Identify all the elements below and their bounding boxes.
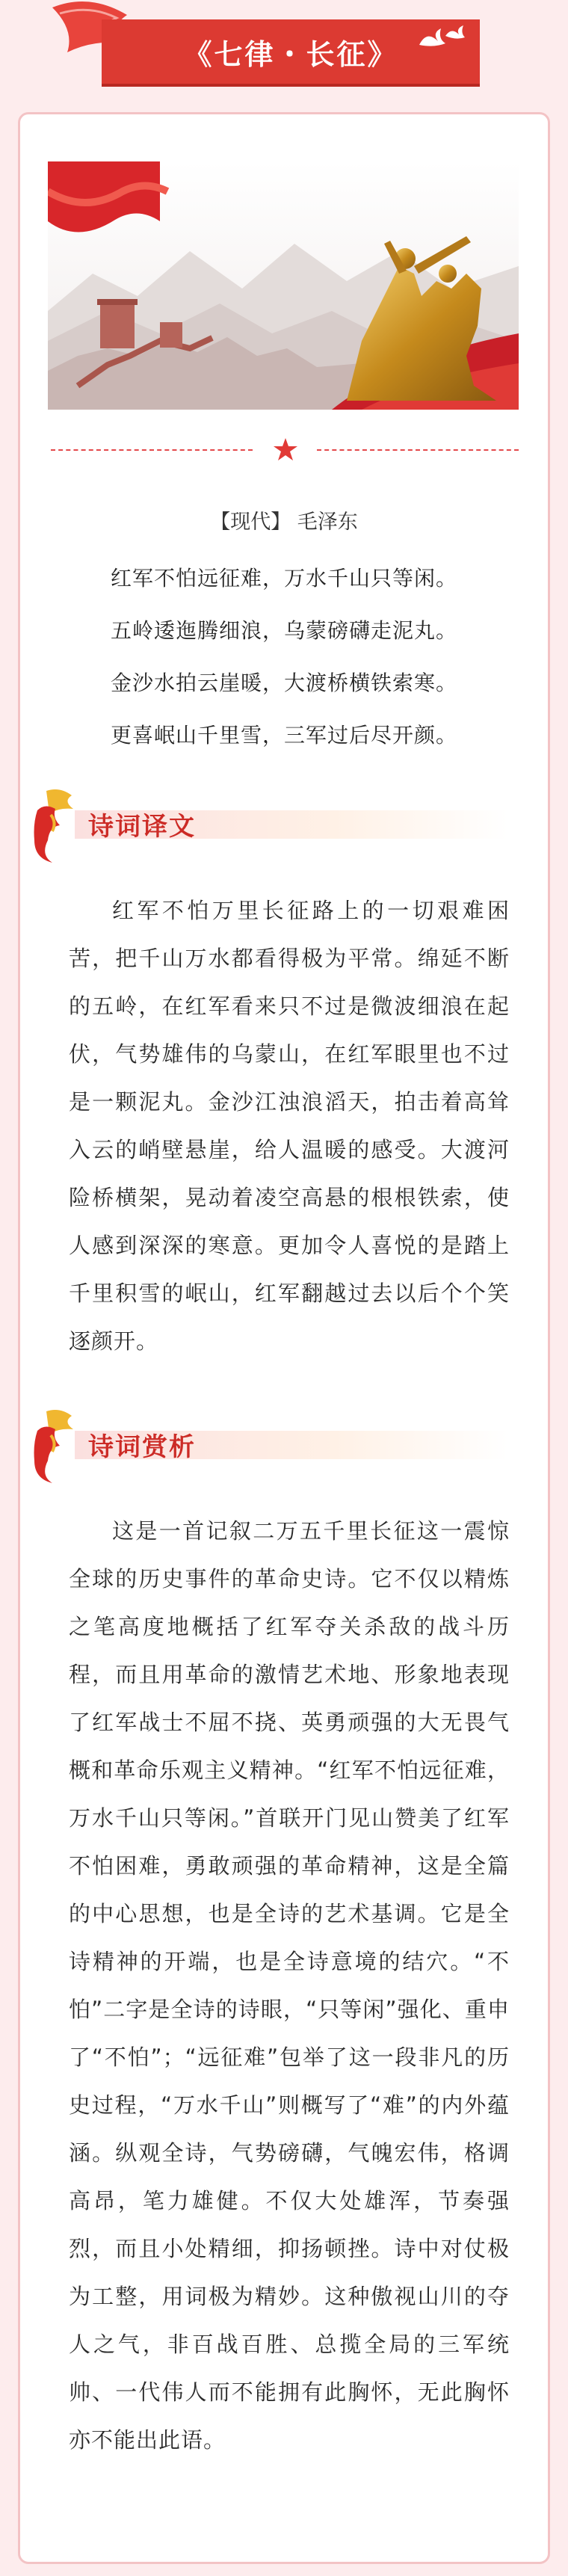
section-title: 诗词赏析: [88, 1432, 196, 1462]
flag-torch-icon: [30, 788, 82, 863]
poem-line: 更喜岷山千里雪，三军过后尽开颜。: [110, 723, 457, 748]
poem-author: 【现代】 毛泽东: [210, 511, 358, 534]
flag-torch-icon: [30, 1408, 82, 1483]
section-heading-analysis: [30, 1408, 516, 1468]
poem-line: 红军不怕远征难，万水千山只等闲。: [110, 566, 457, 591]
poem-line: 金沙水拍云崖暖，大渡桥横铁索寒。: [110, 671, 457, 695]
doves-icon: [416, 22, 468, 60]
poem-line: 五岭逶迤腾细浪，乌蒙磅礴走泥丸。: [110, 618, 457, 643]
star-icon: [273, 437, 298, 462]
hero-illustration: [48, 161, 519, 410]
page-title: 《七律・长征》: [183, 37, 398, 71]
section-title: 诗词译文: [88, 812, 196, 842]
star-divider: [51, 446, 519, 455]
section-heading-translation: [30, 788, 516, 848]
analysis-text: 这是一首记叙二万五千里长征这一震惊全球的历史事件的革命史诗。它不仅以精炼之笔高度地概括了红军夺关杀敌的战斗历程，而且用革命的激情艺术地、形象地表现了红军战士不屈不挠、英勇顽强的大无畏气概和革命乐观主义精神。“红军不怕远征难，万水千山只等闲。”首联开门见山赞美了红军不怕困难，勇敢顽强的革命精神，这是全篇的中心思想，也是全诗的艺术基调。它是全诗精神的开端，也是全诗意境的结穴。“不怕”二字是全诗的诗眼，“只等闲”强化、重申了“不怕”；“远征难”包举了这一段非凡的历史过程，“万水千山”则概写了“难”的内外蕴涵。纵观全诗，气势磅礴，气魄宏伟，格调高昂，笔力雄健。不仅大处雄浑，节奏强烈，而且小处精细，抑扬顿挫。诗中对仗极为工整，用词极为精妙。这种傲视山川的夺人之气，非百战百胜、总揽全局的三军统帅、一代伟人而不能拥有此胸怀，无此胸怀亦不能出此语。: [69, 1518, 510, 2453]
translation-text: 红军不怕万里长征路上的一切艰难困苦，把千山万水都看得极为平常。绵延不断的五岭，在红军看来只不过是微波细浪在起伏，气势雄伟的乌蒙山，在红军眼里也不过是一颗泥丸。金沙江浊浪滔天，拍击着高耸入云的峭壁悬崖，给人温暖的感受。大渡河险桥横架，晃动着凌空高悬的根根铁索，使人感到深深的寒意。更加令人喜悦的是踏上千里积雪的岷山，红军翻越过去以后个个笑逐颜开。: [69, 898, 510, 1354]
